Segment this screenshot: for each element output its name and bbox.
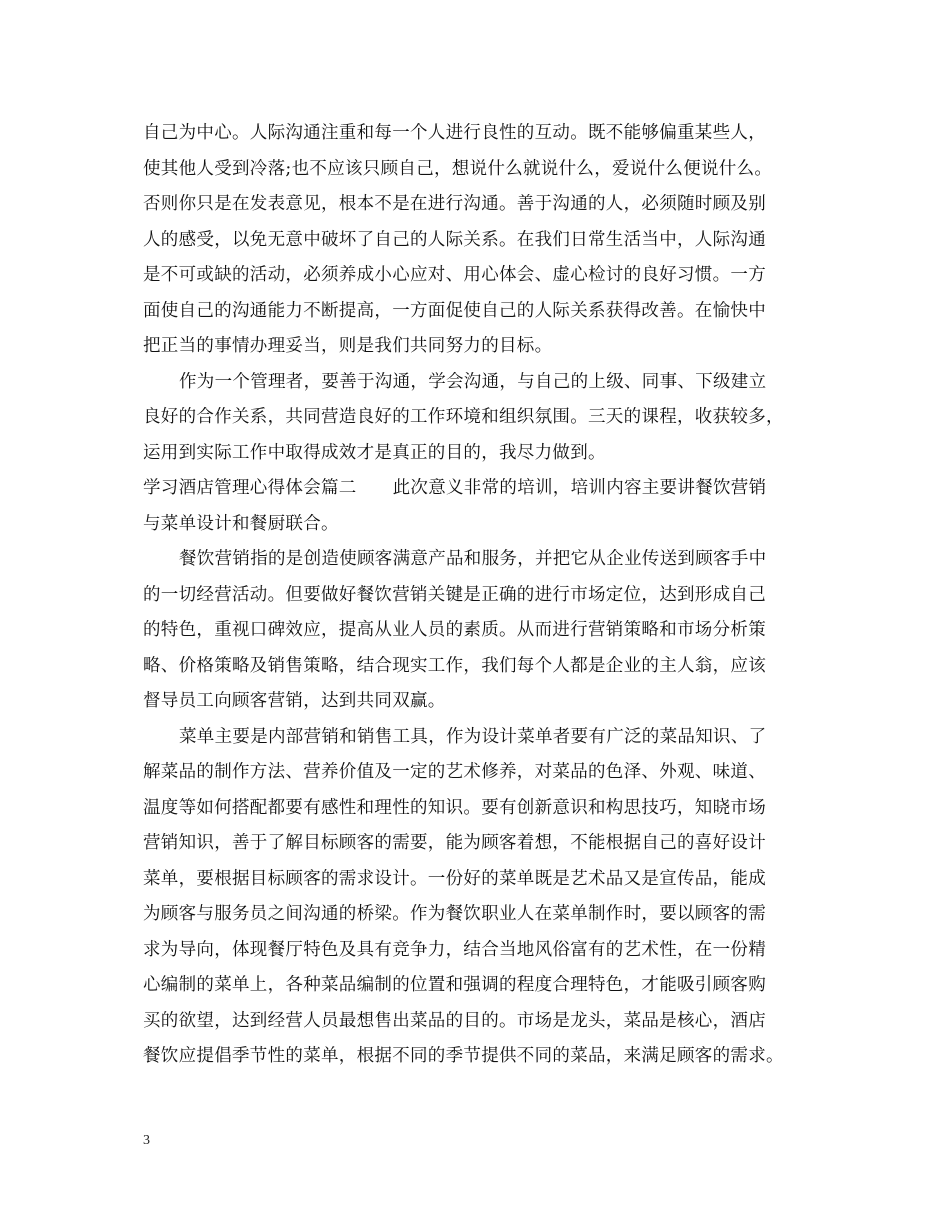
page-number: 3 (143, 1133, 150, 1148)
text-line: 人的感受，以免无意中破坏了自己的人际关系。在我们日常生活当中，人际沟通 (143, 229, 766, 250)
text-line: 督导员工向顾客营销，达到共同双赢。 (143, 691, 446, 711)
text-line: 温度等如何搭配都要有感性和理性的知识。要有创新意识和构思技巧，知晓市场 (143, 797, 766, 818)
text-line: 的一切经营活动。但要做好餐饮营销关键是正确的进行市场定位，达到形成自己 (143, 584, 766, 605)
text-line: 买的欲望，达到经营人员最想售出菜品的目的。市场是龙头，菜品是核心，酒店 (143, 1010, 766, 1031)
paragraph-first-line: 餐饮营销指的是创造使顾客满意产品和服务，并把它从企业传送到顾客手中 (179, 549, 767, 569)
text-line: 使其他人受到冷落;也不应该只顾自己，想说什么就说什么，爱说什么便说什么。 (143, 158, 773, 179)
text-line: 自己为中心。人际沟通注重和每一个人进行良性的互动。既不能够偏重某些人， (143, 123, 766, 143)
text-line: 求为导向，体现餐厅特色及具有竞争力，结合当地风俗富有的艺术性，在一份精 (143, 939, 766, 960)
text-line: 与菜单设计和餐厨联合。 (143, 513, 339, 534)
text-line: 为顾客与服务员之间沟通的桥梁。作为餐饮职业人在菜单制作时，要以顾客的需 (143, 904, 766, 924)
text-line: 解菜品的制作方法、营养价值及一定的艺术修养，对菜品的色泽、外观、味道、 (143, 762, 766, 782)
text-line: 良好的合作关系，共同营造良好的工作环境和组织氛围。三天的课程，收获较多， (143, 407, 784, 427)
paragraph-first-line: 作为一个管理者，要善于沟通，学会沟通，与自己的上级、同事、下级建立 (179, 371, 767, 392)
section-heading-line (143, 471, 823, 507)
text-line: 营销知识，善于了解目标顾客的需要，能为顾客着想，不能根据自己的喜好设计 (143, 833, 766, 853)
text-line: 是不可或缺的活动，必须养成小心应对、用心体会、虚心检讨的良好习惯。一方 (143, 265, 766, 285)
text-line: 餐饮应提倡季节性的菜单，根据不同的季节提供不同的菜品，来满足顾客的需求。 (143, 1046, 784, 1066)
section-intro-text: 此次意义非常的培训，培训内容主要讲餐饮营销 (392, 478, 767, 498)
text-line: 的特色，重视口碑效应，提高从业人员的素质。从而进行营销策略和市场分析策 (143, 620, 766, 640)
text-line: 否则你只是在发表意见，根本不是在进行沟通。善于沟通的人，必须随时顾及别 (143, 194, 766, 214)
paragraph-first-line: 菜单主要是内部营销和销售工具，作为设计菜单者要有广泛的菜品知识、了 (179, 726, 767, 747)
section-heading: 学习酒店管理心得体会篇二 (143, 478, 357, 498)
text-line: 运用到实际工作中取得成效才是真正的目的，我尽力做到。 (143, 442, 606, 463)
text-line: 面使自己的沟通能力不断提高，一方面促使自己的人际关系获得改善。在愉快中 (143, 300, 766, 321)
text-line: 心编制的菜单上，各种菜品编制的位置和强调的程度合理特色，才能吸引顾客购 (143, 975, 766, 995)
text-line: 略、价格策略及销售策略，结合现实工作，我们每个人都是企业的主人翁，应该 (143, 655, 766, 676)
text-line: 把正当的事情办理妥当，则是我们共同努力的目标。 (143, 336, 553, 356)
page-body (143, 116, 823, 1075)
text-line: 菜单，要根据目标顾客的需求设计。一份好的菜单既是艺术品又是宣传品，能成 (143, 868, 766, 889)
